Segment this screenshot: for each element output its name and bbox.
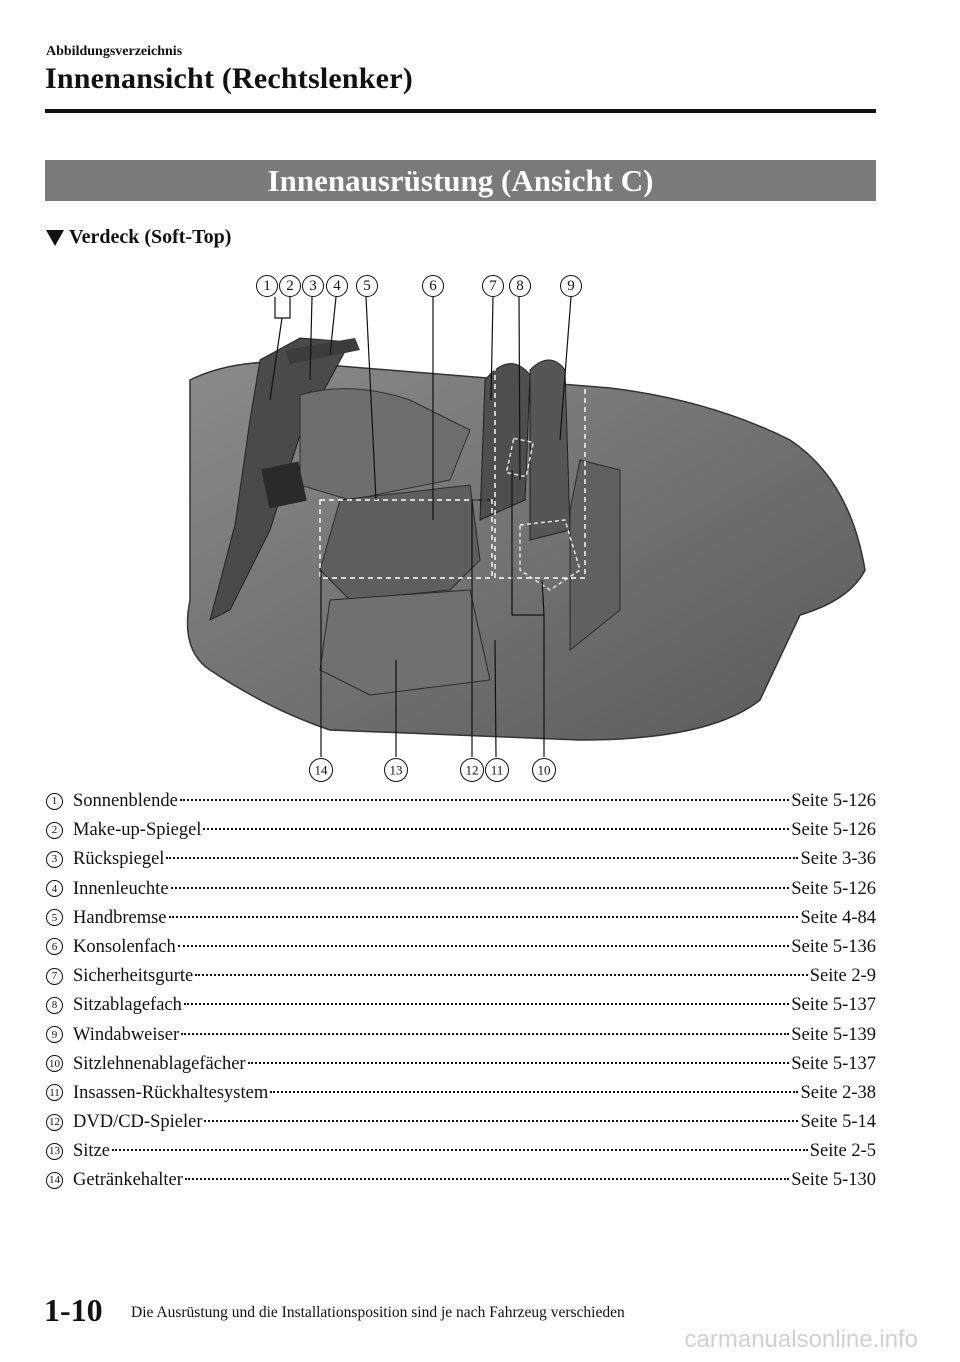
dot-leader bbox=[169, 916, 799, 918]
dot-leader bbox=[178, 945, 789, 947]
page-reference[interactable]: Seite 5-126 bbox=[791, 820, 876, 841]
subheading-text: Verdeck (Soft-Top) bbox=[69, 226, 232, 248]
callout-13 bbox=[385, 759, 408, 782]
callout-5 bbox=[357, 276, 378, 297]
item-number: 11 bbox=[46, 1084, 63, 1101]
item-number: 9 bbox=[46, 1026, 63, 1043]
page-reference[interactable]: Seite 3-36 bbox=[800, 849, 876, 870]
item-label: Sitzlehnenablagefächer bbox=[73, 1053, 246, 1074]
svg-text:2: 2 bbox=[286, 278, 294, 294]
list-item bbox=[46, 1141, 876, 1170]
svg-text:11: 11 bbox=[490, 762, 504, 778]
list-item bbox=[46, 1112, 876, 1141]
dot-leader bbox=[204, 1120, 798, 1122]
page-reference[interactable]: Seite 5-126 bbox=[791, 791, 876, 811]
list-item bbox=[46, 1025, 876, 1054]
page-reference[interactable]: Seite 2-38 bbox=[800, 1082, 876, 1103]
item-number: 4 bbox=[46, 880, 63, 897]
svg-text:12: 12 bbox=[465, 762, 479, 778]
list-item bbox=[46, 879, 876, 908]
dot-leader bbox=[270, 1091, 798, 1093]
item-label: Handbremse bbox=[73, 907, 167, 928]
seatback-left bbox=[480, 364, 530, 520]
dot-leader bbox=[185, 1178, 789, 1180]
page-reference[interactable]: Seite 2-5 bbox=[809, 1141, 876, 1162]
item-label: Sonnenblende bbox=[73, 791, 178, 811]
callout-6 bbox=[423, 276, 444, 297]
svg-text:8: 8 bbox=[516, 278, 524, 294]
item-label: DVD/CD-Spieler bbox=[73, 1112, 203, 1133]
watermark: carmanualsonline.info bbox=[684, 1326, 918, 1353]
callout-14 bbox=[310, 759, 333, 782]
section-banner: Innenausrüstung (Ansicht C) bbox=[45, 160, 876, 201]
list-item bbox=[46, 908, 876, 937]
title-rule bbox=[45, 109, 876, 113]
item-number: 5 bbox=[46, 909, 63, 926]
item-number: 3 bbox=[46, 851, 63, 868]
page-reference[interactable]: Seite 5-139 bbox=[791, 1024, 876, 1045]
page-reference[interactable]: Seite 5-126 bbox=[791, 878, 876, 899]
dot-leader bbox=[203, 828, 789, 830]
item-number: 6 bbox=[46, 938, 63, 955]
dot-leader bbox=[166, 857, 798, 859]
item-label: Sicherheitsgurte bbox=[73, 966, 194, 987]
dot-leader bbox=[181, 1033, 789, 1035]
list-item bbox=[46, 849, 876, 878]
list-item bbox=[46, 1083, 876, 1112]
item-number: 13 bbox=[46, 1143, 63, 1160]
item-label: Insassen-Rückhaltesystem bbox=[73, 1082, 269, 1103]
page-reference[interactable]: Seite 2-9 bbox=[809, 966, 876, 987]
list-item bbox=[46, 820, 876, 849]
list-item bbox=[46, 1054, 876, 1083]
svg-text:10: 10 bbox=[537, 762, 551, 778]
display-screen bbox=[261, 461, 306, 508]
item-number: 8 bbox=[46, 997, 63, 1014]
callout-12 bbox=[461, 759, 484, 782]
dot-leader bbox=[112, 1149, 808, 1151]
item-label: Sitze bbox=[73, 1141, 110, 1162]
page-title: Innenansicht (Rechtslenker) bbox=[45, 62, 413, 95]
svg-text:6: 6 bbox=[429, 278, 437, 294]
dot-leader bbox=[195, 974, 808, 976]
item-number: 12 bbox=[46, 1114, 63, 1131]
callout-10 bbox=[533, 759, 556, 782]
svg-text:4: 4 bbox=[333, 278, 341, 294]
top-callouts bbox=[257, 276, 582, 297]
item-label: Getränkehalter bbox=[73, 1170, 183, 1191]
dot-leader bbox=[184, 1003, 789, 1005]
callout-9 bbox=[561, 276, 582, 297]
dot-leader bbox=[180, 799, 789, 801]
svg-text:3: 3 bbox=[309, 278, 317, 294]
section-kicker: Abbildungsverzeichnis bbox=[46, 44, 183, 59]
item-label: Sitzablagefach bbox=[73, 995, 182, 1016]
item-label: Windabweiser bbox=[73, 1024, 180, 1045]
svg-text:1: 1 bbox=[263, 278, 271, 294]
center-console bbox=[320, 485, 480, 600]
triangle-down-icon bbox=[46, 230, 64, 246]
svg-text:9: 9 bbox=[567, 278, 575, 294]
list-item bbox=[46, 966, 876, 995]
page-number: 1-10 bbox=[44, 1292, 103, 1328]
seat-shape bbox=[320, 590, 490, 695]
list-item bbox=[46, 937, 876, 966]
page-reference[interactable]: Seite 5-130 bbox=[791, 1170, 876, 1191]
bottom-callouts bbox=[310, 759, 556, 782]
item-label: Rückspiegel bbox=[73, 849, 165, 870]
dot-leader bbox=[248, 1062, 790, 1064]
svg-text:13: 13 bbox=[389, 762, 403, 778]
reference-list bbox=[46, 791, 876, 1200]
item-number: 14 bbox=[46, 1172, 63, 1189]
list-item bbox=[46, 995, 876, 1024]
item-label: Innenleuchte bbox=[73, 878, 169, 899]
item-number: 1 bbox=[46, 793, 63, 810]
callout-7 bbox=[483, 276, 504, 297]
callout-3 bbox=[303, 276, 324, 297]
svg-text:5: 5 bbox=[363, 278, 371, 294]
callout-8 bbox=[510, 276, 531, 297]
page-reference[interactable]: Seite 5-137 bbox=[791, 995, 876, 1016]
list-item bbox=[46, 791, 876, 820]
item-number: 2 bbox=[46, 822, 63, 839]
page-reference[interactable]: Seite 5-136 bbox=[791, 936, 876, 957]
page-reference[interactable]: Seite 5-14 bbox=[800, 1112, 876, 1133]
page-reference[interactable]: Seite 4-84 bbox=[800, 907, 876, 928]
svg-text:14: 14 bbox=[314, 762, 328, 778]
item-number: 7 bbox=[46, 968, 63, 985]
callout-1 bbox=[257, 276, 278, 297]
item-label: Make-up-Spiegel bbox=[73, 820, 202, 841]
callout-2 bbox=[280, 276, 301, 297]
dot-leader bbox=[171, 887, 790, 889]
footer-note: Die Ausrüstung und die Installationsposition sind je nach Fahrzeug verschieden bbox=[131, 1304, 625, 1321]
item-number: 10 bbox=[46, 1055, 63, 1072]
item-label: Konsolenfach bbox=[73, 936, 176, 957]
list-item bbox=[46, 1170, 876, 1199]
page-reference[interactable]: Seite 5-137 bbox=[791, 1053, 876, 1074]
interior-illustration bbox=[150, 270, 880, 790]
subheading bbox=[46, 226, 231, 249]
svg-text:7: 7 bbox=[489, 278, 497, 294]
callout-4 bbox=[327, 276, 348, 297]
callout-11 bbox=[486, 759, 509, 782]
